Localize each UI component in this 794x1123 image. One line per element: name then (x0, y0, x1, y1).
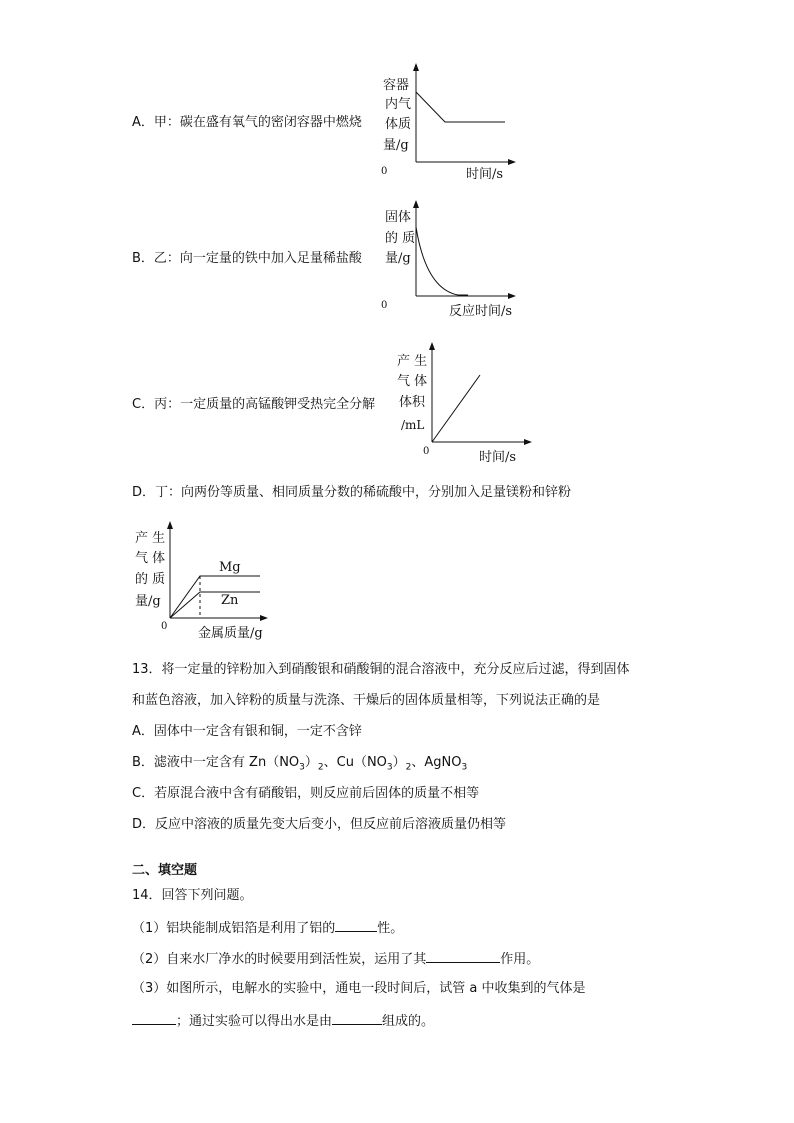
q13-b-sub-2a: 2 (317, 762, 324, 773)
q14-part1-text-b: 性。 (377, 921, 404, 936)
q14-stem: 14．回答下列问题。 (132, 888, 253, 903)
graph-b-y-arrow (413, 200, 419, 208)
graph-b-x-arrow (508, 293, 516, 299)
q14-blank-2[interactable] (426, 949, 500, 963)
graph-a-ylabel-3: 体质 (385, 117, 412, 132)
option-a: A．甲：碳在盛有氧气的密闭容器中燃烧 (132, 115, 362, 130)
graph-d-ylabel-4: 量/g (135, 594, 161, 609)
graph-a (378, 62, 528, 187)
graph-c-xlabel: 时间/s (479, 450, 517, 465)
graph-b (378, 199, 528, 324)
q13-stem-line1: 13．将一定量的锌粉加入到硝酸银和硝酸铜的混合溶液中，充分反应后过滤，得到固体 (132, 662, 630, 677)
graph-c (392, 341, 542, 469)
graph-a-xlabel: 时间/s (466, 167, 504, 182)
graph-a-y-arrow (413, 63, 419, 71)
graph-d-series-zn: Zn (221, 593, 239, 608)
graph-c-x-arrow (524, 439, 532, 445)
q14-part2-text-a: （2）自来水厂净水的时候要用到活性炭，运用了其 (132, 952, 427, 967)
graph-d-xlabel: 金属质量/g (198, 626, 263, 641)
q14-blank-1[interactable] (335, 918, 377, 932)
graph-b-xlabel: 反应时间/s (449, 304, 513, 319)
q14-part2-text-b: 作用。 (500, 952, 540, 967)
q13-option-a: A．固体中一定含有银和铜，一定不含锌 (132, 724, 362, 739)
graph-c-ylabel-2: 气 体 (397, 374, 428, 389)
graph-d-y-arrow (167, 521, 173, 529)
section-title: 二、填空题 (132, 863, 198, 878)
q13-option-b (132, 754, 467, 777)
option-b: B．乙：向一定量的铁中加入足量稀盐酸 (132, 251, 362, 266)
q13-stem-line2: 和蓝色溶液，加入锌粉的质量与洗涤、干燥后的固体质量相等，下列说法正确的是 (132, 693, 601, 708)
graph-d-curve-zn (170, 592, 260, 618)
q13-b-mid3: ） (392, 755, 406, 770)
graph-a-ylabel-1: 容器 (383, 78, 410, 93)
q13-b-sub-3a: 3 (299, 762, 305, 773)
graph-b-ylabel-3: 量/g (385, 251, 411, 266)
graph-a-ylabel-2: 内气 (385, 97, 412, 112)
q13-option-d: D．反应中溶液的质量先变大后变小，但反应前后溶液质量仍相等 (132, 817, 507, 832)
graph-d-curve-mg (170, 576, 260, 618)
q14-part3-text-c: 组成的。 (382, 1014, 435, 1029)
graph-c-ylabel-4: /mL (401, 418, 425, 432)
q13-b-mid2: 、Cu（NO (323, 755, 387, 770)
graph-d (130, 520, 280, 645)
q14-blank-3[interactable] (132, 1011, 176, 1025)
graph-d-ylabel-3: 的 质 (135, 572, 166, 587)
graph-c-y-arrow (429, 342, 435, 350)
graph-c-ylabel-1: 产 生 (397, 354, 428, 369)
graph-a-x-arrow (508, 159, 516, 165)
graph-d-ylabel-1: 产 生 (135, 531, 166, 546)
option-c: C．丙：一定质量的高锰酸钾受热完全分解 (132, 397, 376, 412)
graph-b-ylabel-1: 固体 (385, 210, 412, 225)
graph-a-ylabel-4: 量/g (383, 138, 409, 153)
graph-c-ylabel-3: 体积 (399, 395, 426, 410)
q13-b-sub-3b: 3 (386, 762, 393, 773)
graph-a-curve (416, 92, 505, 122)
graph-c-curve (432, 375, 480, 442)
q14-part1-text-a: （1）铝块能制成铝箔是利用了铝的 (132, 921, 336, 936)
q14-blank-4[interactable] (332, 1011, 382, 1025)
q13-b-prefix: B．滤液中一定含有 Zn（NO (132, 755, 300, 770)
q13-b-mid1: ） (304, 755, 318, 770)
q14-part3: （3）如图所示，电解水的实验中，通电一段时间后，试管 a 中收集到的气体是 (132, 981, 586, 996)
q13-b-mid4: 、AgNO (411, 755, 462, 770)
q14-part1 (132, 918, 403, 938)
q14-part3-cont (132, 1011, 434, 1031)
q14-part2 (132, 949, 539, 969)
q14-part3-text-b: ；通过实验可以得出水是由 (176, 1014, 333, 1029)
graph-b-ylabel-2: 的 质 (385, 231, 416, 246)
graph-d-ylabel-2: 气 体 (135, 551, 166, 566)
option-d: D．丁：向两份等质量、相同质量分数的稀硫酸中，分别加入足量镁粉和锌粉 (132, 485, 572, 500)
graph-c-origin: 0 (423, 446, 430, 457)
graph-d-x-arrow (260, 615, 268, 621)
q13-b-sub-2b: 2 (405, 762, 412, 773)
graph-d-origin: 0 (161, 621, 168, 632)
q13-option-c: C．若原混合液中含有硝酸铝，则反应前后固体的质量不相等 (132, 786, 480, 801)
graph-b-curve (416, 227, 468, 295)
graph-a-origin: 0 (381, 166, 388, 177)
graph-b-origin: 0 (381, 300, 388, 311)
q13-b-sub-3c: 3 (461, 762, 468, 773)
graph-d-series-mg: Mg (219, 560, 241, 575)
